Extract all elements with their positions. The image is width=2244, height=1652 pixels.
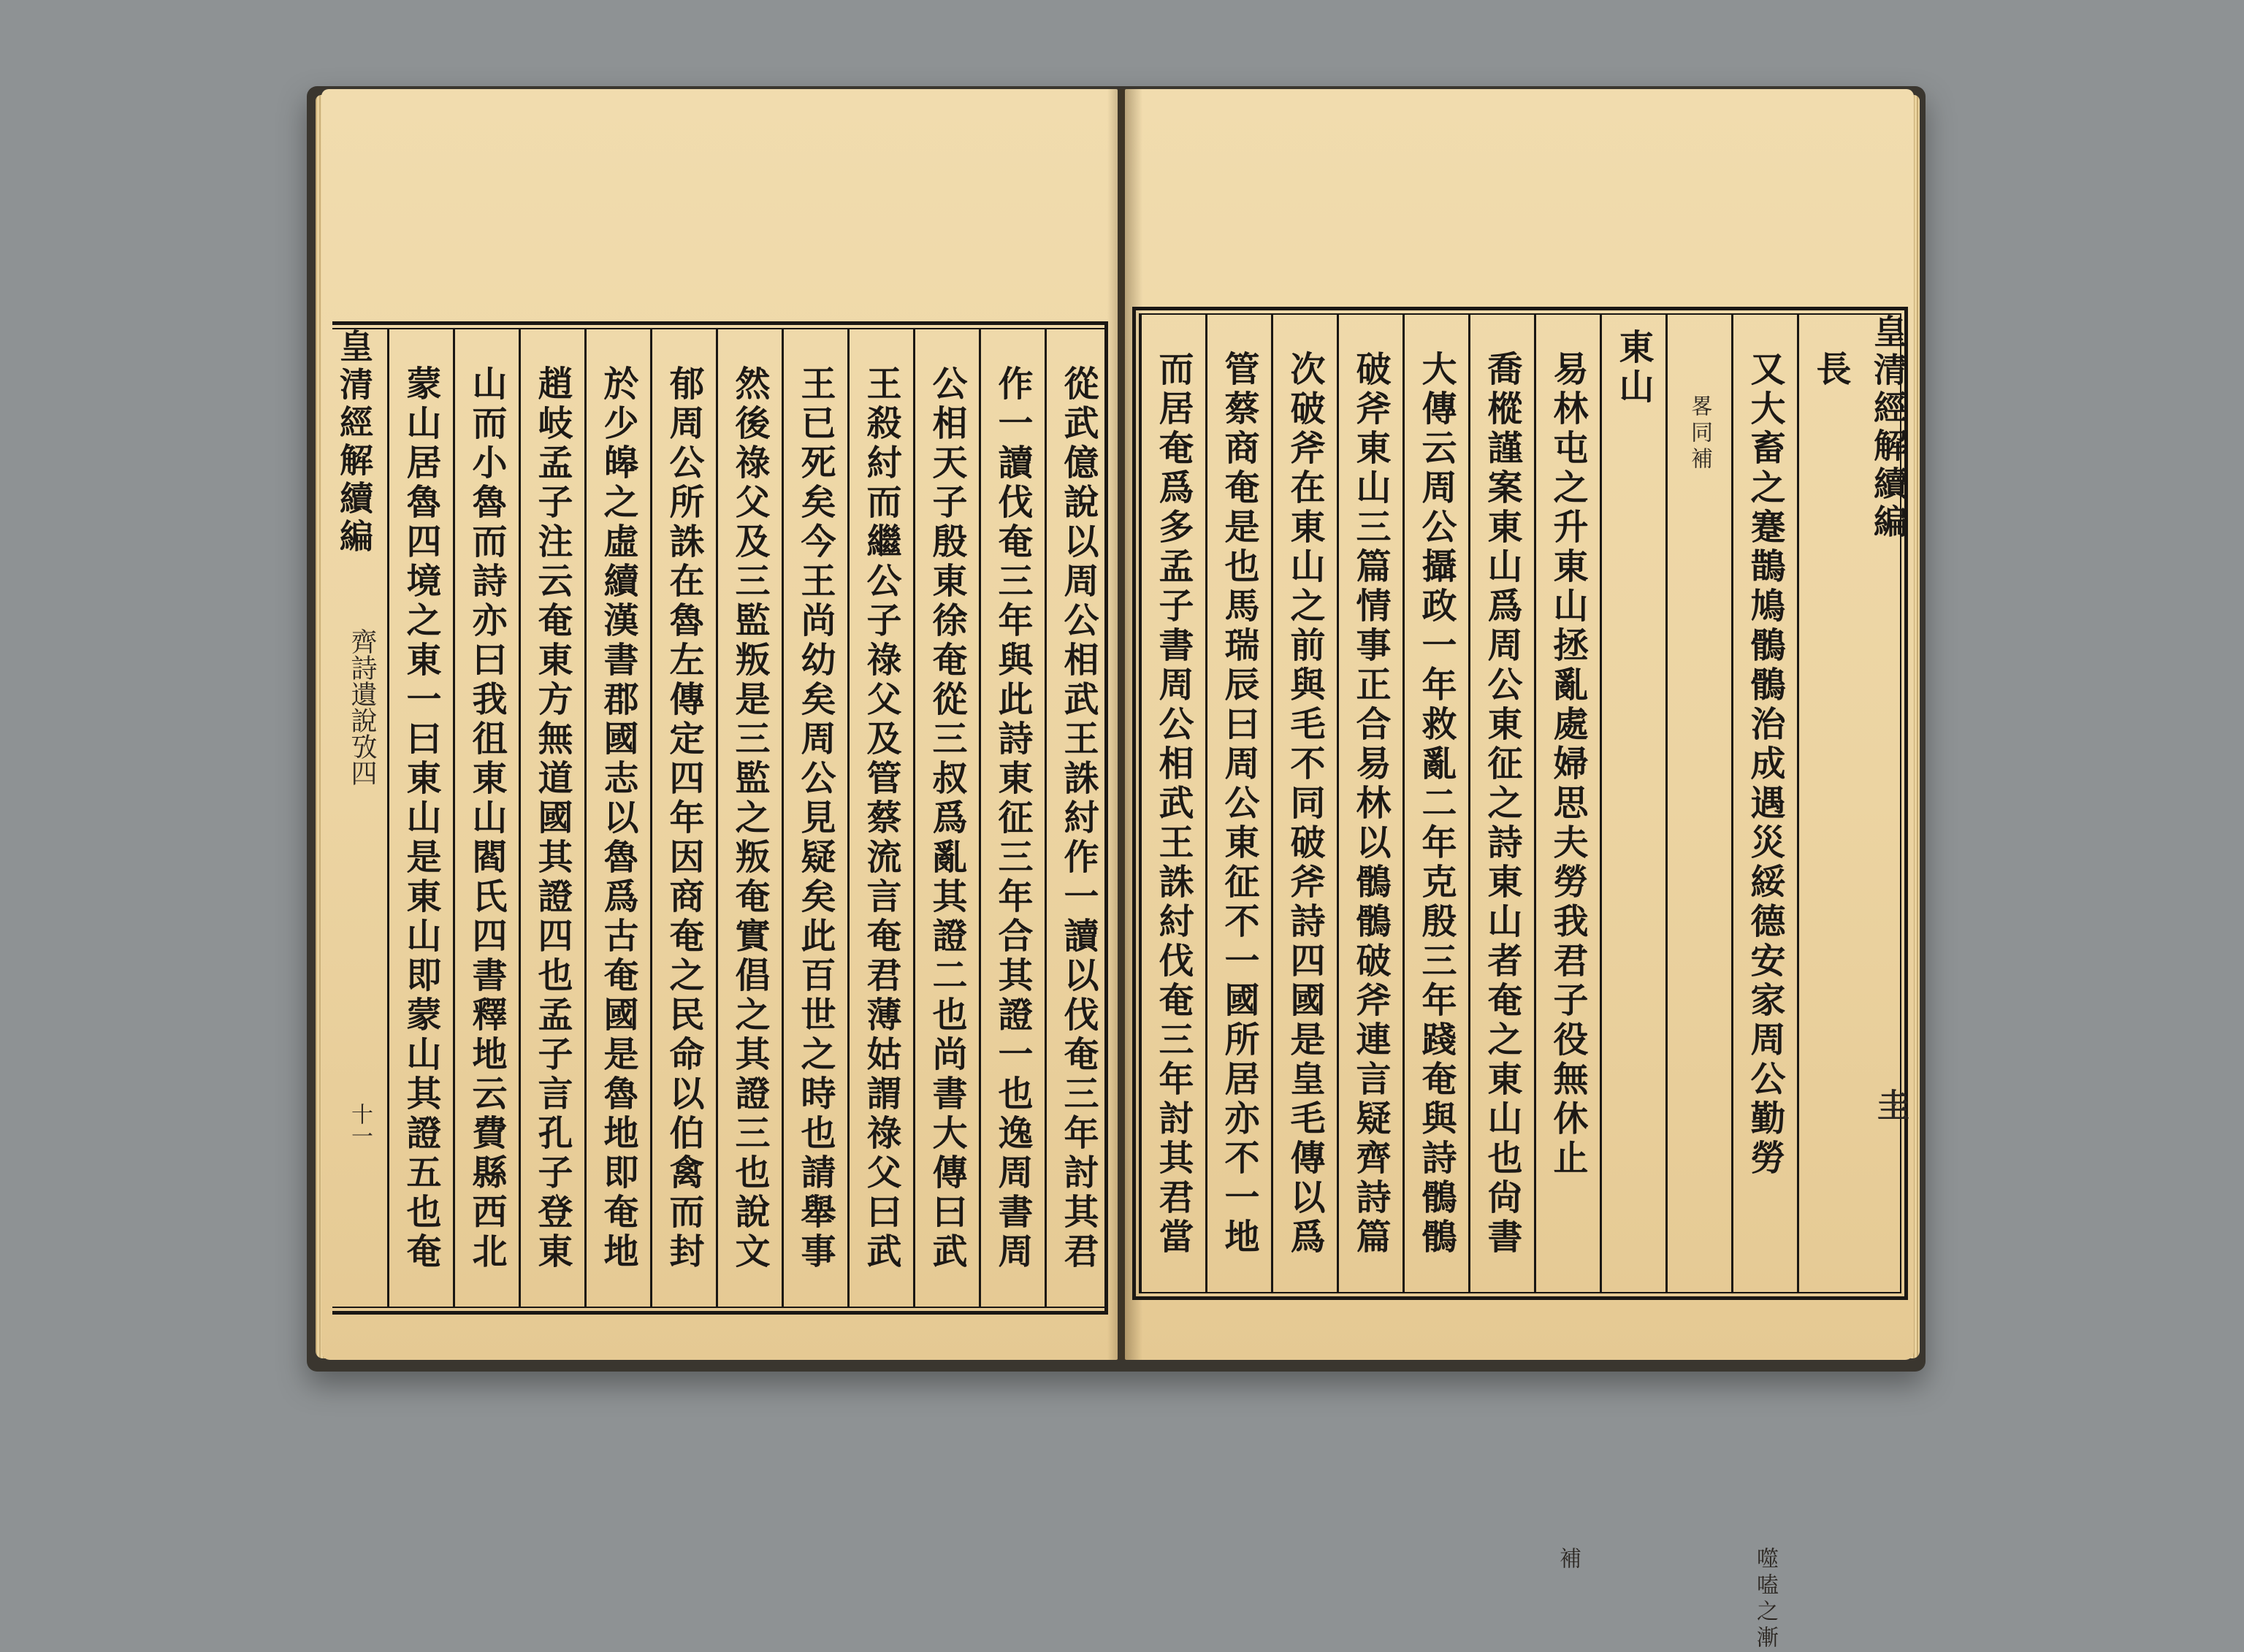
right-text-column: 長 xyxy=(1810,351,1851,390)
column-rule xyxy=(979,329,981,1307)
column-rule xyxy=(1665,314,1668,1293)
column-rule xyxy=(1337,314,1339,1293)
column-rule xyxy=(716,329,718,1307)
left-text-column: 山而小魯而詩亦曰我徂東山閻氏四書釋地云費縣西北 xyxy=(466,365,507,1272)
column-rule xyxy=(1468,314,1470,1293)
left-text-column: 公相天子殷東徐奄從三叔爲亂其證二也尚書大傳曰武 xyxy=(926,365,967,1272)
right-text-column: 而居奄爲多孟子書周公相武王誅紂伐奄三年討其君當 xyxy=(1153,351,1194,1258)
column-rule xyxy=(1402,314,1405,1293)
column-rule xyxy=(1271,314,1273,1293)
left-text-column: 蒙山居魯四境之東一曰東山是東山即蒙山其證五也奄 xyxy=(400,365,441,1272)
right-text-column: 東山 xyxy=(1613,329,1654,408)
column-rule xyxy=(1600,314,1602,1293)
column-rule xyxy=(913,329,915,1307)
left-text-column: 作一讀伐奄三年與此詩東征三年合其證一也逸周書周 xyxy=(992,365,1033,1272)
left-text-column: 王殺紂而繼公子祿父及管蔡流言奄君薄姑謂祿父曰武 xyxy=(860,365,901,1272)
column-rule xyxy=(650,329,652,1307)
column-rule xyxy=(782,329,784,1307)
column-rule xyxy=(1205,314,1207,1293)
column-rule xyxy=(1731,314,1733,1293)
column-rule xyxy=(1797,314,1799,1293)
left-text-column: 趙岐孟子注云奄東方無道國其證四也孟子言孔子登東 xyxy=(532,365,573,1272)
right-text-column: 又大畜之蹇鵲鳩鶻鶻治成遇災綏德安家周公勤勞 xyxy=(1744,351,1785,1179)
left-text-column: 王已死矣今王尚幼矣周公見疑矣此百世之時也請舉事 xyxy=(795,365,836,1272)
column-rule xyxy=(519,329,521,1307)
column-rule xyxy=(387,329,389,1307)
left-text-column: 從武億說以周公相武王誅紂作一讀以伐奄三年討其君 xyxy=(1058,365,1099,1272)
right-text-column: 次破斧在東山之前與毛不同破斧詩四國是皇毛傳以爲 xyxy=(1284,351,1325,1258)
column-rule xyxy=(847,329,850,1307)
right-page-number: 圭 xyxy=(1871,1088,1909,1120)
right-text-column: 喬樅謹案東山爲周公東征之詩東山者奄之東山也尙書 xyxy=(1481,351,1522,1258)
right-edge-title: 皇清經解續編 xyxy=(1869,314,1908,542)
right-text-column: 管蔡商奄是也馬瑞辰曰周公東征不一國所居亦不一地 xyxy=(1218,351,1259,1258)
left-edge-title: 皇清經解續編 xyxy=(335,329,374,557)
column-rule xyxy=(584,329,587,1307)
right-annotation: 噬嗑之漸 xyxy=(1752,1547,1778,1652)
column-rule xyxy=(1140,314,1142,1293)
left-text-column: 郁周公所誅在魯左傳定四年因商奄之民命以伯禽而封 xyxy=(663,365,704,1272)
left-text-column: 然後祿父及三監叛是三監之叛奄實倡之其證三也說文 xyxy=(729,365,770,1272)
left-leaf-mark: 十一 xyxy=(347,1103,373,1147)
right-text-column: 大傳云周公攝政一年救亂二年克殷三年踐奄與詩鶻鶻 xyxy=(1416,351,1457,1258)
left-section-label: 齊詩遺說攷四 xyxy=(347,628,377,786)
column-rule xyxy=(1534,314,1536,1293)
left-text-column: 於少皞之虛續漢書郡國志以魯爲古奄國是魯地即奄地 xyxy=(598,365,638,1272)
right-text-column: 易林屯之升東山拯亂處婦思夫勞我君子役無休止 xyxy=(1547,351,1588,1179)
column-rule xyxy=(1045,329,1047,1307)
right-annotation: 畧同補 xyxy=(1687,394,1712,473)
right-annotation: 補 xyxy=(1555,1547,1581,1573)
column-rule xyxy=(453,329,455,1307)
right-text-column: 破斧東山三篇情事正合易林以鶻鶻破斧連言疑齊詩篇 xyxy=(1350,351,1391,1258)
